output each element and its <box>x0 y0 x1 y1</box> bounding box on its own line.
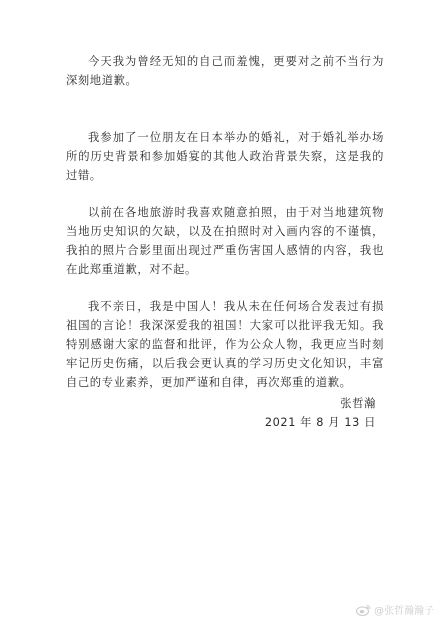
watermark-text: @张哲瀚瀚子 <box>374 606 434 617</box>
signature-name: 张哲瀚 <box>340 397 376 410</box>
letter-paragraph-4: 我不亲日，我是中国人！我从未在任何场合发表过有损祖国的言论！我深深爱我的祖国！大家可以批评我无知。我特别感谢大家的监督和批评，作为公众人物，我更应当时刻牢记历史伤痛，以后我会更认真的学习历史文化知识，丰富自己的专业素养，更加严谨和自律，再次郑重的道歉。 <box>66 300 384 389</box>
weibo-icon <box>356 604 371 616</box>
signature-date: 2021 年 8 月 13 日 <box>264 416 376 429</box>
signature-block <box>265 394 376 432</box>
letter-paragraph-3: 以前在各地旅游时我喜欢随意拍照，由于对当地建筑物当地历史知识的欠缺，以及在拍照时对入画内容的不谨慎，我拍的照片合影里面出现过严重伤害国人感情的内容，我也在此郑重道歉，对不起。 <box>66 206 384 276</box>
letter-paragraph-1: 今天我为曾经无知的自己而羞愧，更要对之前不当行为深刻地道歉。 <box>66 55 384 87</box>
letter-paragraph-2: 我参加了一位朋友在日本举办的婚礼，对于婚礼举办场所的历史背景和参加婚宴的其他人政治背景失察，这是我的过错。 <box>66 131 384 182</box>
weibo-watermark <box>356 602 434 617</box>
